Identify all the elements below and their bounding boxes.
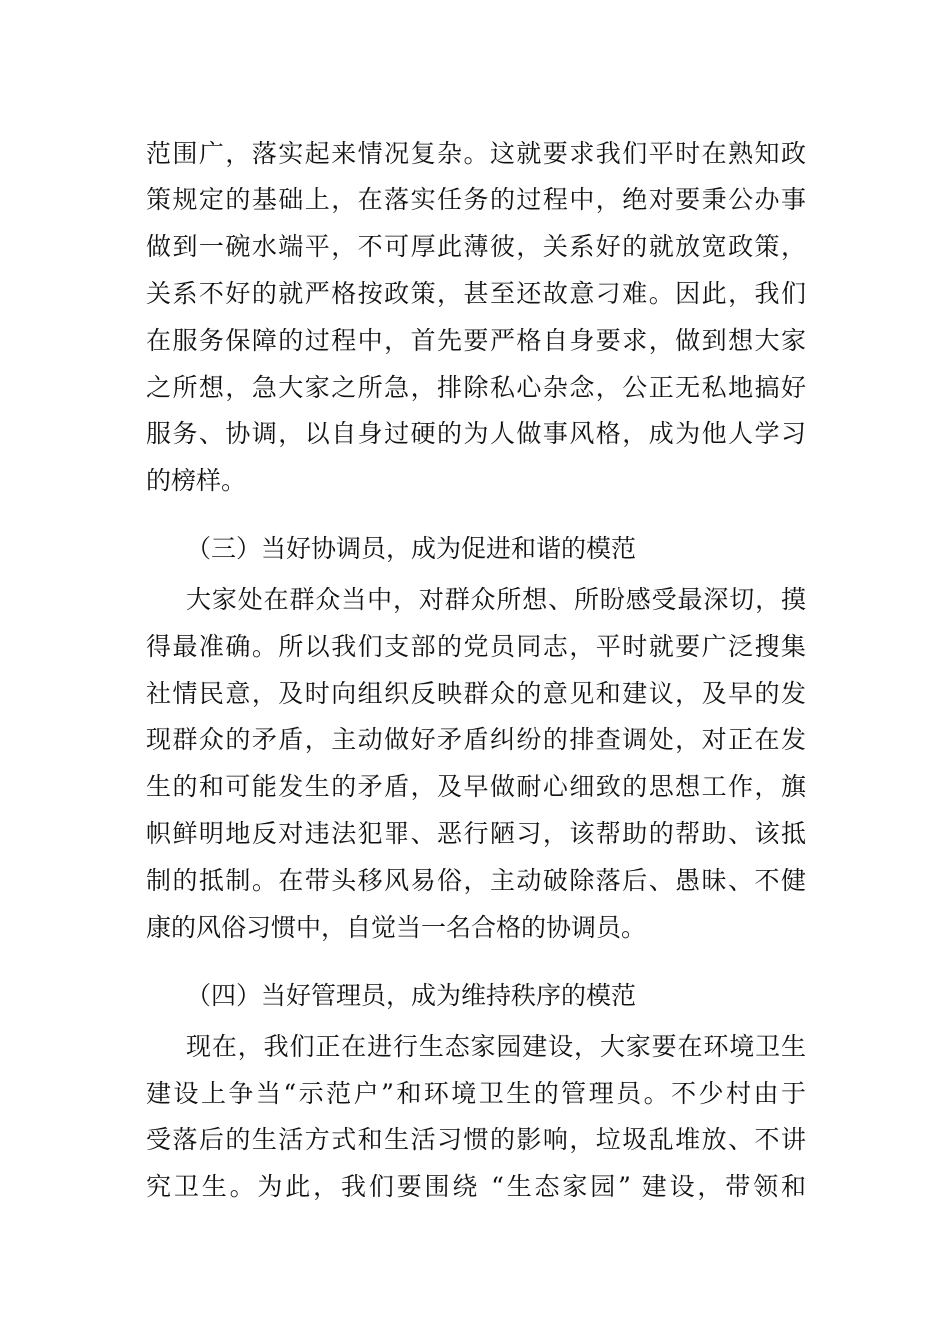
text-line: 关系不好的就严格按政策，甚至还故意刁难。因此，我们 <box>146 279 806 308</box>
text-line: 现在，我们正在进行生态家园建设，大家要在环境卫生 <box>186 1032 806 1061</box>
text-line: 生的和可能发生的矛盾，及早做耐心细致的思想工作，旗 <box>146 772 806 801</box>
text-line: 在服务保障的过程中，首先要严格自身要求，做到想大家 <box>146 326 806 355</box>
text-line: 大家处在群众当中，对群众所想、所盼感受最深切，摸 <box>186 585 806 614</box>
text-line: 得最准确。所以我们支部的党员同志，平时就要广泛搜集 <box>146 632 806 661</box>
section-heading: （四）当好管理员，成为维持秩序的模范 <box>186 981 637 1010</box>
text-line: 受落后的生活方式和生活习惯的影响，垃圾乱堆放、不讲 <box>146 1125 806 1154</box>
text-line: 制的抵制。在带头移风易俗，主动破除落后、愚昧、不健 <box>146 866 806 895</box>
text-line: 策规定的基础上，在落实任务的过程中，绝对要秉公办事 <box>146 185 806 214</box>
text-line: 究卫生。为此，我们要围绕 “生态家园” 建设，带领和 <box>146 1172 806 1201</box>
text-line: 建设上争当“示范户”和环境卫生的管理员。不少村由于 <box>146 1079 806 1108</box>
text-line: 范围广，落实起来情况复杂。这就要求我们平时在熟知政 <box>146 139 806 168</box>
text-line: 社情民意，及时向组织反映群众的意见和建议，及早的发 <box>146 679 806 708</box>
text-line: 做到一碗水端平，不可厚此薄彼，关系好的就放宽政策， <box>146 232 806 261</box>
text-line: 帜鲜明地反对违法犯罪、恶行陋习，该帮助的帮助、该抵 <box>146 819 806 848</box>
text-line: 之所想，急大家之所急，排除私心杂念，公正无私地搞好 <box>146 373 806 402</box>
text-line: 服务、协调，以自身过硬的为人做事风格，成为他人学习 <box>146 419 806 448</box>
text-line: 康的风俗习惯中，自觉当一名合格的协调员。 <box>146 913 647 942</box>
text-line: 现群众的矛盾，主动做好矛盾纠纷的排查调处，对正在发 <box>146 725 806 754</box>
section-heading: （三）当好协调员，成为促进和谐的模范 <box>186 534 637 563</box>
text-line: 的榜样。 <box>146 466 247 495</box>
